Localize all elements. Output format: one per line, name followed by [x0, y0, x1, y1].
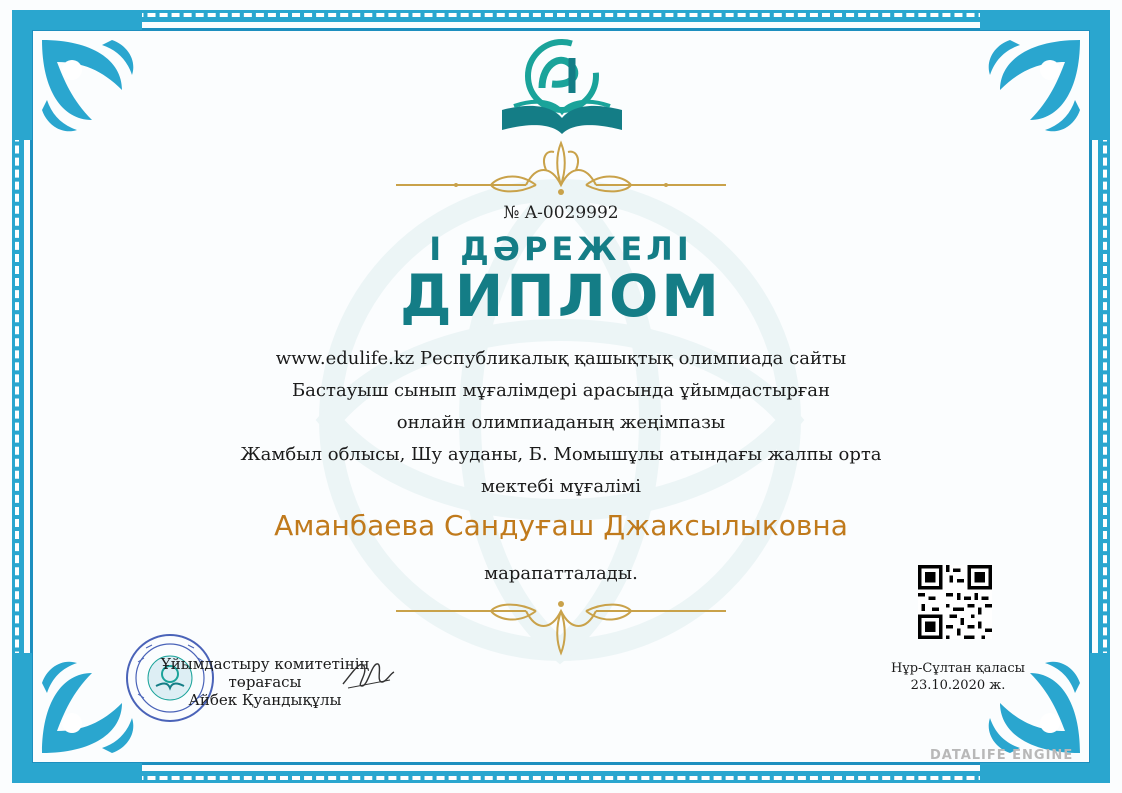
certificate-number: № A-0029992 [503, 203, 619, 223]
signer-title: Ұйымдастыру комитетінің төрағасы [160, 655, 370, 691]
watermark-text: DATALIFE ENGINE [930, 748, 1074, 763]
body-line: мектебі мұғалімі [480, 476, 642, 497]
qr-code-icon[interactable] [918, 565, 992, 639]
city: Нұр-Сұлтан қаласы [891, 661, 1025, 676]
recipient-name: Аманбаева Сандуғаш Джаксылыковна [274, 509, 848, 542]
gold-divider-ornament-icon [396, 596, 726, 656]
awarded-text: марапатталады. [484, 563, 638, 584]
body-line: онлайн олимпиаданың жеңімпазы [396, 412, 726, 433]
signer-name: Айбек Қуандықұлы [188, 691, 342, 709]
signature-icon [338, 652, 398, 694]
corner-ornament-icon [2, 0, 152, 150]
body-line: www.edulife.kz Республикалық қашықтық олимпиада сайты [275, 348, 847, 369]
corner-ornament-icon [970, 0, 1120, 150]
body-text [200, 343, 922, 503]
body-line: Жамбыл облысы, Шу ауданы, Б. Момышұлы атындағы жалпы орта [240, 444, 882, 465]
place-and-date [860, 660, 1056, 694]
degree-label: I ДӘРЕЖЕЛІ [429, 230, 693, 268]
diploma-title: ДИПЛОМ [400, 262, 722, 330]
body-line: Бастауыш сынып мұғалімдері арасында ұйымдастырған [291, 380, 831, 401]
gold-divider-ornament-icon [396, 140, 726, 200]
edulife-logo-icon [492, 38, 632, 138]
issue-date: 23.10.2020 ж. [910, 678, 1006, 693]
